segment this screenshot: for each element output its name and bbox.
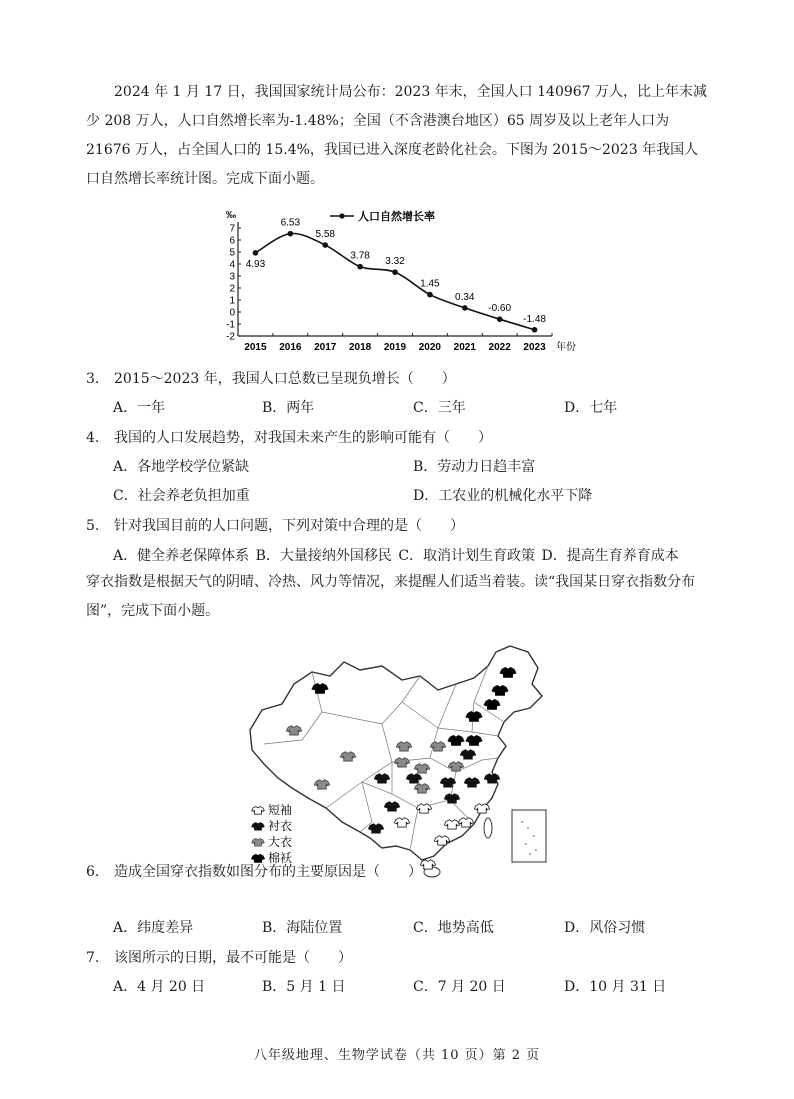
legend-marker (339, 213, 344, 218)
q5-option-a[interactable]: A．健全养老保障体系 (113, 548, 250, 564)
data-label: 6.53 (280, 217, 301, 229)
data-point (532, 327, 538, 333)
question-number: 3. (86, 371, 100, 387)
south-sea-inset (512, 810, 546, 862)
question-4 (86, 428, 492, 448)
q7-option-a[interactable]: A．4 月 20 日 (113, 979, 206, 995)
short-sleeve-icon (252, 807, 265, 815)
page-footer: 八年级地理、生物学试卷（共 10 页）第 2 页 (253, 1048, 541, 1063)
q5-option-b[interactable]: B．大量接纳外国移民 (255, 548, 392, 564)
q6-option-b[interactable]: B．海陆位置 (262, 920, 343, 936)
y-tick-label: 7 (229, 223, 235, 235)
y-axis-label: ‰ (226, 210, 236, 221)
x-tick-label: 2017 (314, 342, 337, 353)
question-text: 2015～2023 年，我国人口总数已呈现负增长（ ） (114, 371, 456, 387)
q6-option-d[interactable]: D．风俗习惯 (564, 920, 646, 936)
legend-label: 人口自然增长率 (358, 210, 435, 223)
clothing-index-map (242, 632, 554, 880)
data-label: 0.34 (455, 291, 475, 303)
x-tick-label: 2023 (523, 342, 546, 353)
q3-option-d[interactable]: D．七年 (564, 400, 618, 416)
y-tick-label: 2 (229, 283, 235, 295)
question-5 (86, 516, 464, 536)
data-point (288, 231, 294, 237)
q6-option-a[interactable]: A．纬度差异 (113, 920, 194, 936)
series-line (255, 233, 534, 329)
data-point (357, 264, 363, 270)
legend-short: 短袖 (268, 803, 293, 817)
chart-marks (246, 218, 547, 333)
question-number: 5. (86, 518, 100, 534)
question-text: 造成全国穿衣指数如图分布的主要原因是（ ） (114, 864, 422, 880)
y-tick-label: 0 (229, 307, 235, 319)
q4-option-a[interactable]: A．各地学校学位紧缺 (113, 459, 250, 475)
data-point (392, 269, 398, 275)
y-tick-label: 3 (229, 271, 235, 283)
question-text: 我国的人口发展趋势，对我国未来产生的影响可能有（ ） (114, 430, 492, 446)
data-label: -1.48 (523, 313, 546, 325)
q5-option-d[interactable]: D．提高生育养育成本 (541, 548, 679, 564)
y-tick-label: 6 (229, 235, 235, 247)
legend-shirt: 衬衣 (268, 819, 293, 833)
q7-option-d[interactable]: D．10 月 31 日 (564, 979, 667, 995)
data-point (497, 316, 503, 322)
y-tick-label: -1 (226, 319, 235, 331)
data-label: -0.60 (488, 303, 512, 315)
q3-option-b[interactable]: B．两年 (262, 400, 315, 416)
q6-option-c[interactable]: C．地势高低 (413, 920, 494, 936)
data-label: 3.32 (385, 256, 405, 268)
x-tick-label: 2018 (348, 342, 372, 353)
chart-axes (226, 209, 576, 353)
map-legend (252, 802, 292, 865)
data-label: 5.58 (315, 229, 335, 241)
x-tick-label: 2016 (279, 342, 302, 353)
q7-option-c[interactable]: C．7 月 20 日 (413, 979, 506, 995)
legend-padded: 棉袄 (268, 851, 293, 865)
q5-option-c[interactable]: C．取消计划生育政策 (398, 548, 536, 564)
q4-option-b[interactable]: B．劳动力日趋丰富 (413, 459, 536, 475)
question-text: 该图所示的日期，最不可能是（ ） (114, 950, 352, 966)
data-label: 4.93 (245, 258, 266, 270)
data-point (462, 305, 468, 311)
y-tick-label: 5 (229, 247, 235, 259)
y-tick-label: 4 (229, 259, 235, 271)
intro2-paragraph: 穿衣指数是根据天气的阴晴、冷热、风力等情况，来提醒人们适当着装。读“我国某日穿衣指数分布图”，完成下面小题。 (86, 574, 696, 619)
q3-option-c[interactable]: C．三年 (413, 400, 466, 416)
q7-option-b[interactable]: B．5 月 1 日 (262, 979, 346, 995)
q4-option-c[interactable]: C．社会养老负担加重 (113, 488, 250, 504)
y-tick-label: 1 (229, 295, 235, 307)
q3-option-a[interactable]: A．一年 (113, 400, 166, 416)
coat-icon (252, 839, 265, 847)
x-tick-label: 2020 (418, 342, 442, 353)
shirt-icon (252, 823, 265, 831)
question-7 (86, 948, 352, 968)
data-point (427, 292, 433, 298)
x-tick-label: 2021 (453, 342, 476, 353)
x-tick-label: 2015 (244, 342, 267, 353)
data-point (322, 242, 328, 248)
growth-rate-chart (222, 206, 582, 358)
data-label: 3.78 (350, 250, 370, 262)
china-outline (250, 646, 542, 860)
q4-option-d[interactable]: D．工农业的机械化水平下降 (413, 488, 593, 504)
question-number: 6. (86, 864, 100, 880)
x-tick-label: 2022 (488, 342, 511, 353)
y-tick-label: -2 (226, 331, 235, 343)
intro-paragraph: 2024 年 1 月 17 日，我国国家统计局公布：2023 年末，全国人口 140967 万人，比上年末减少 208 万人，人口自然增长率为-1.48%；全国（不含港澳台地区）65 周岁及以上老年人口为 21676 万人，占全国人口的 15.4%，我国已进入深度老龄化社会。下图为 2015～2023 年我国人口自然增长率统计图。完成下面小题。 (86, 84, 708, 187)
taiwan-island (484, 818, 492, 838)
question-number: 7. (86, 950, 100, 966)
question-6 (86, 862, 422, 882)
question-3 (86, 369, 456, 389)
x-tick-label: 2019 (383, 342, 407, 353)
question-text: 针对我国目前的人口问题，下列对策中合理的是（ ） (114, 518, 464, 534)
question-number: 4. (86, 430, 100, 446)
q5-options (113, 546, 681, 566)
x-axis-label: 年份 (556, 342, 576, 353)
data-point (253, 250, 259, 256)
data-label: 1.45 (420, 278, 440, 290)
legend-coat: 大衣 (268, 835, 293, 849)
